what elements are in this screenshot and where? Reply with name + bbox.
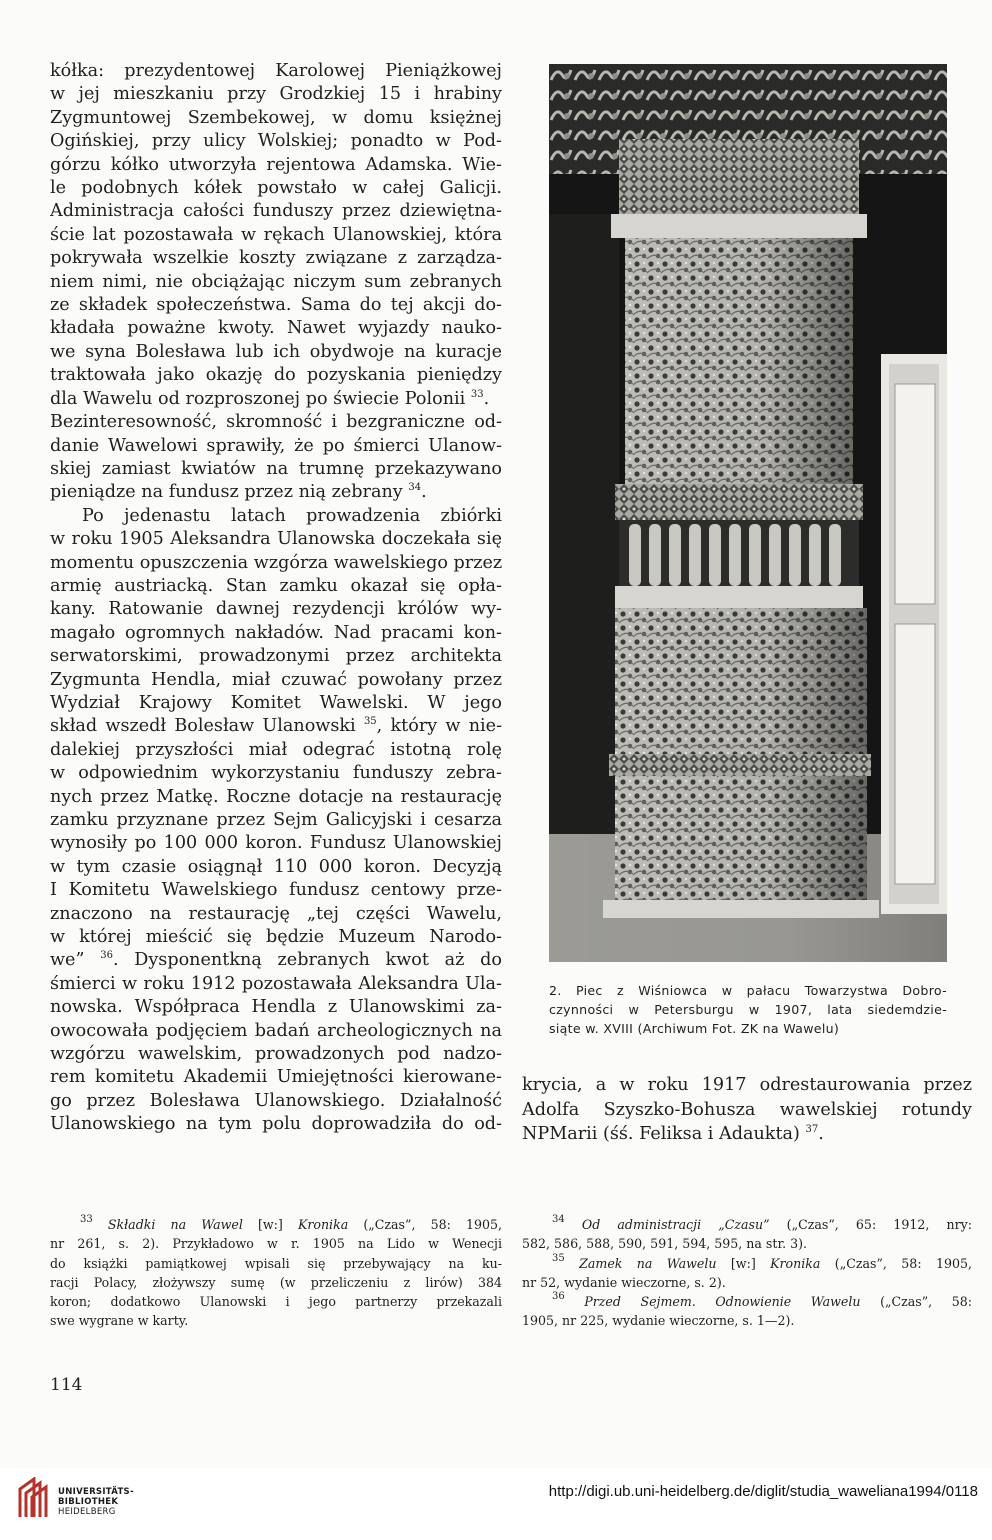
footnote-text: („Czas”, 58: 1905, bbox=[820, 1255, 972, 1271]
text-line: Ulanowskiego na tym polu doprowadziła do od- bbox=[50, 1114, 502, 1135]
footnote-title: Przed Sejmem. Odnowienie Wawelu bbox=[584, 1294, 861, 1310]
text-line: w odpowiednim wykorzystaniu funduszy zebra- bbox=[50, 763, 502, 784]
text-line-content: NPMarii (śś. Feliksa i Adaukta) bbox=[522, 1124, 800, 1144]
footnote-line: do książki pamiątkowej wpisali się przebywający na ku- bbox=[50, 1255, 502, 1271]
text-line: Adolfa Szyszko-Bohusza wawelskiej rotundy bbox=[522, 1099, 972, 1120]
footnote-36 bbox=[522, 1292, 972, 1331]
text-line: Ogińskiej, przy ulicy Wolskiej; ponadto w Pod- bbox=[50, 131, 502, 152]
footnote-title: Zamek na Wawelu bbox=[579, 1255, 717, 1271]
text-line bbox=[522, 1122, 972, 1147]
caption-line: siąte w. XVIII (Archiwum Fot. ZK na Wawelu) bbox=[549, 1021, 840, 1036]
text-line-tail: . Dysponentkną zebranych kwot aż do bbox=[112, 950, 502, 971]
footnote-34 bbox=[522, 1215, 972, 1254]
footnote-ref[interactable]: 33 bbox=[470, 388, 484, 400]
footnote-title: Kronika bbox=[297, 1217, 349, 1232]
footnote-line: koron; dodatkowo Ulanowski i jego partnerzy przekazali bbox=[50, 1294, 502, 1310]
text-line: Zygmuntowej Szembekowej, w domu księżnej bbox=[50, 107, 502, 128]
footnote-text: („Czas”, 58: 1905, bbox=[348, 1217, 502, 1232]
text-line: ze składek społeczeństwa. Sama do tej akcji do- bbox=[50, 295, 502, 316]
footnote-line: nr 261, s. 2). Przykładowo w r. 1905 na Lido w Wenecji bbox=[50, 1236, 502, 1252]
footnote-text: („Czas”, 58: bbox=[860, 1294, 972, 1310]
footnote-number: 36 bbox=[552, 1291, 565, 1303]
text-line: Wydział Krajowy Komitet Wawelski. W jego bbox=[50, 692, 502, 713]
punctuation: . bbox=[483, 388, 490, 409]
text-line: kładała poważne kwoty. Nawet wyjazdy nauko- bbox=[50, 318, 502, 339]
text-line: w której mieścić się będzie Muzeum Narodo- bbox=[50, 927, 502, 948]
digitization-footer bbox=[0, 1468, 992, 1540]
text-line: dalekiej przyszłości miał odegrać istotną rolę bbox=[50, 739, 502, 760]
footnote-ref[interactable]: 35 bbox=[363, 716, 377, 728]
footnote-text: [w:] bbox=[716, 1255, 771, 1271]
footnote-33 bbox=[50, 1215, 502, 1331]
footnote-text: („Czas”, 65: 1912, nry: bbox=[769, 1217, 972, 1232]
caption-line: czynności w Petersburgu w 1907, lata siedemdzie- bbox=[549, 1002, 947, 1017]
text-line: danie Wawelowi sprawiły, że po śmierci Ulanow- bbox=[50, 435, 502, 456]
right-text-column bbox=[522, 1073, 972, 1147]
footnote-title: Od administracji „Czasu” bbox=[581, 1217, 770, 1232]
text-line bbox=[50, 715, 502, 738]
paragraph-1 bbox=[50, 60, 502, 505]
punctuation: . bbox=[818, 1124, 824, 1144]
footnote-35 bbox=[522, 1254, 972, 1293]
text-line: zamku przyznane przez Sejm Galicyjski i cesarza bbox=[50, 810, 502, 830]
footnote-line bbox=[522, 1292, 972, 1311]
text-line: kany. Ratowanie dawnej rezydencji królów wy- bbox=[50, 599, 502, 620]
text-line: we syna Bolesława lub ich obydwoje na kuracje bbox=[50, 341, 502, 362]
text-line: Bezinteresowność, skromność i bezgraniczne od- bbox=[50, 412, 502, 433]
text-line: niem nimi, nie obciążając niczym sum zebranych bbox=[50, 271, 502, 292]
footnote-title: Składki na Wawel bbox=[107, 1217, 243, 1232]
text-line bbox=[50, 481, 502, 504]
text-line: śmierci w roku 1912 pozostawała Aleksandra Ula- bbox=[50, 973, 502, 994]
text-line-content: pieniądze na fundusz przez nią zebrany bbox=[50, 482, 403, 503]
footnote-ref[interactable]: 37 bbox=[805, 1124, 819, 1135]
text-line: magało ogromnych nakładów. Nad pracami kon- bbox=[50, 622, 502, 643]
punctuation: . bbox=[421, 482, 427, 503]
text-line: go przez Bolesława Ulanowskiego. Działalność bbox=[50, 1090, 502, 1111]
stove-illustration bbox=[549, 64, 947, 962]
footnotes-right bbox=[522, 1215, 972, 1331]
text-line: I Komitetu Wawelskiego fundusz centowy prze- bbox=[50, 880, 502, 901]
source-url-link[interactable]: http://digi.ub.uni-heidelberg.de/diglit/studia_waweliana1994/0118 bbox=[548, 1483, 978, 1500]
text-line: w jej mieszkaniu przy Grodzkiej 15 i hrabiny bbox=[50, 84, 502, 105]
footnote-line bbox=[522, 1254, 972, 1273]
text-line-content: dla Wawelu od rozproszonej po świecie Polonii bbox=[50, 388, 466, 409]
footnote-line: swe wygrane w karty. bbox=[50, 1313, 189, 1329]
paragraph-2 bbox=[50, 505, 502, 1137]
text-line: wynosiły po 100 000 koron. Fundusz Ulanowskiej bbox=[50, 833, 502, 854]
text-line: wzgórzu wawelskim, prowadzonych pod nadzo- bbox=[50, 1044, 502, 1065]
text-line: górzu kółko utworzyła rejentowa Adamska. Wie- bbox=[50, 154, 502, 175]
text-line: pokrywała wszelkie koszty związane z zarządza- bbox=[50, 248, 502, 269]
footnote-line: nr 52, wydanie wieczorne, s. 2). bbox=[522, 1274, 726, 1290]
text-line: nych przez Matkę. Roczne dotacje na restaurację bbox=[50, 786, 502, 807]
text-line: owocowała podjęciem badań archeologicznych na bbox=[50, 1020, 502, 1041]
footnote-title: Kronika bbox=[770, 1255, 821, 1271]
footnote-line: 582, 586, 588, 590, 591, 594, 595, na str. 3). bbox=[522, 1236, 808, 1252]
footnote-ref[interactable]: 36 bbox=[100, 950, 113, 962]
footnote-ref[interactable]: 34 bbox=[408, 482, 422, 494]
footnote-number: 34 bbox=[552, 1214, 565, 1225]
footnote-number: 35 bbox=[552, 1252, 565, 1264]
footnotes-left bbox=[50, 1215, 502, 1331]
text-line: Zygmunta Hendla, miał czuwać powołany przez bbox=[50, 669, 502, 690]
library-name-line: BIBLIOTHEK bbox=[58, 1497, 119, 1507]
footnote-number: 33 bbox=[80, 1214, 93, 1225]
left-text-column bbox=[50, 60, 502, 1137]
text-line: momentu opuszczenia wzgórza wawelskiego przez bbox=[50, 552, 502, 573]
footnote-line: 1905, nr 225, wydanie wieczorne, s. 1—2). bbox=[522, 1313, 795, 1329]
text-line: znaczono na restaurację „tej części Wawelu, bbox=[50, 903, 502, 924]
text-line: rem komitetu Akademii Umiejętności kierowane- bbox=[50, 1067, 502, 1088]
text-line: krycia, a w roku 1917 odrestaurowania przez bbox=[522, 1075, 972, 1095]
text-line: ście lat pozostawała w rękach Ulanowskiej, która bbox=[50, 224, 502, 245]
text-line-tail: , który w nie- bbox=[376, 716, 502, 737]
text-line: armię austriacką. Stan zamku okazał się opła- bbox=[50, 575, 502, 596]
text-line: le podobnych kółek powstało w całej Galicji. bbox=[50, 178, 502, 199]
text-line: nowska. Współpraca Hendla z Ulanowskimi za- bbox=[50, 997, 502, 1018]
caption-line: 2. Piec z Wiśniowca w pałacu Towarzystwa Dobro- bbox=[549, 983, 947, 998]
figure-caption bbox=[549, 981, 947, 1038]
footnote-line: racji Polacy, złożywszy sumę (w przeliczeniu z lirów) 384 bbox=[50, 1274, 502, 1290]
text-line: skiej zamiast kwiatów na trumnę przekazywano bbox=[50, 458, 502, 479]
text-line-content: skład wszedł Bolesław Ulanowski bbox=[50, 716, 356, 737]
text-line: w roku 1905 Aleksandra Ulanowska doczekała się bbox=[50, 529, 502, 550]
library-name bbox=[58, 1487, 134, 1517]
library-logo-icon bbox=[14, 1477, 54, 1519]
text-line: Administracja całości funduszy przez dziewiętna- bbox=[50, 201, 502, 222]
footnote-line bbox=[50, 1215, 502, 1234]
text-line: kółka: prezydentowej Karolowej Pieniążkowej bbox=[50, 61, 502, 81]
footnote-text: [w:] bbox=[242, 1217, 298, 1232]
text-line: Po jedenastu latach prowadzenia zbiórki bbox=[82, 505, 502, 526]
page-number: 114 bbox=[50, 1375, 83, 1395]
text-line: traktowała jako okazję do pozyskania pieniędzy bbox=[50, 365, 502, 386]
library-name-line: HEIDELBERG bbox=[58, 1507, 116, 1517]
library-name-line: UNIVERSITÄTS- bbox=[58, 1487, 134, 1497]
text-line: serwatorskimi, prowadzonymi przez architekta bbox=[50, 646, 502, 667]
text-line-content: we” bbox=[50, 950, 85, 971]
text-line: w tym czasie osiągnął 110 000 koron. Decyzją bbox=[50, 856, 502, 877]
footnote-line bbox=[522, 1215, 972, 1234]
text-line bbox=[50, 949, 502, 972]
text-line bbox=[50, 388, 502, 411]
stove-photograph bbox=[549, 64, 947, 962]
